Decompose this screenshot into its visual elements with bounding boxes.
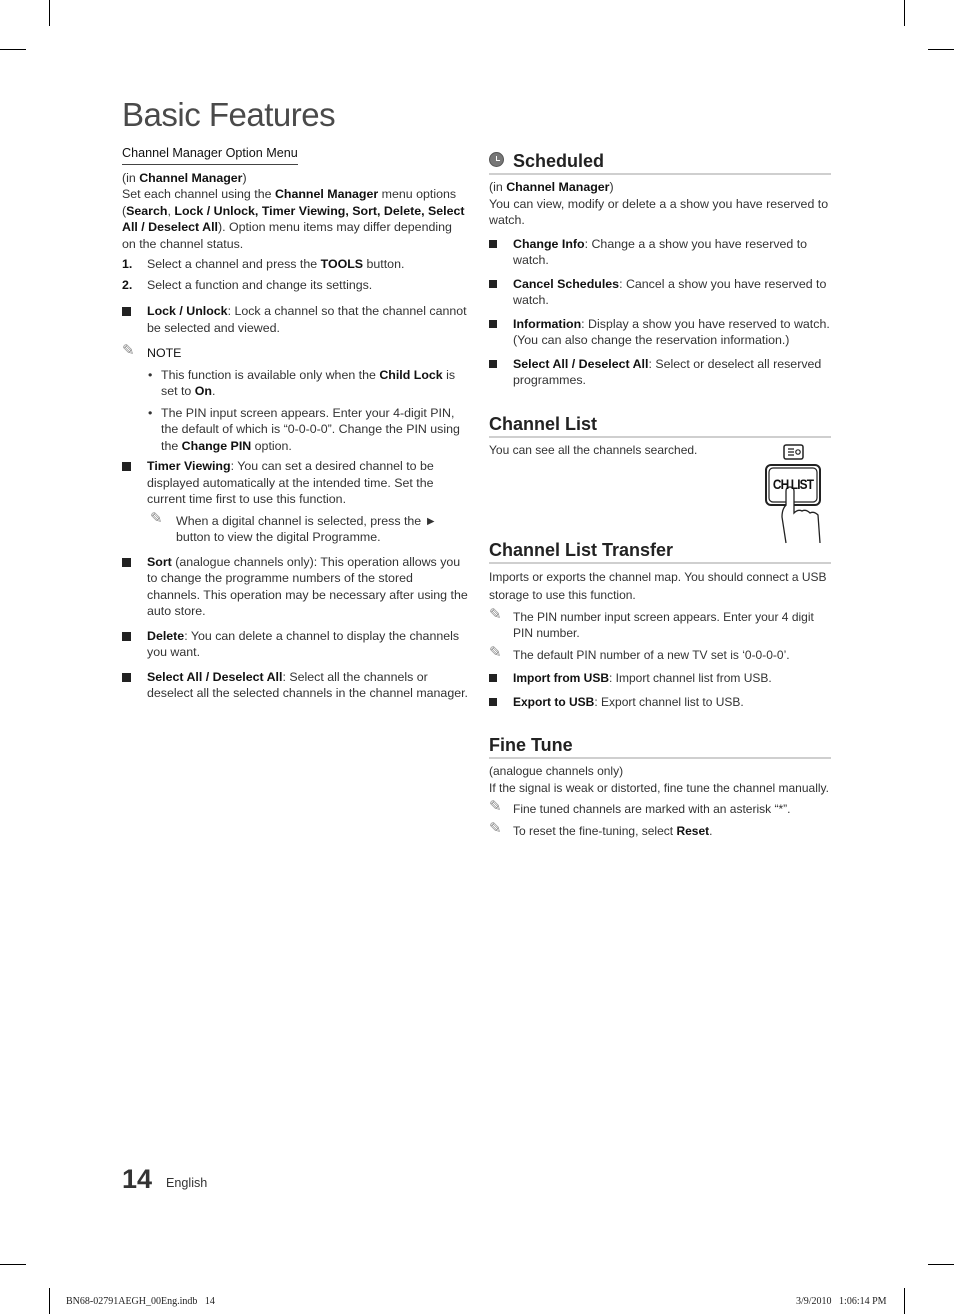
left-column xyxy=(122,145,468,702)
square-bullet-icon xyxy=(122,462,131,471)
bullet-timer-viewing: Timer Viewing: You can set a desired channel to be displayed automatically at the intended time. Set the current time first to use this function. ✎ When a digital channel is selected, press the ► button to view the digital Programme. xyxy=(122,458,468,546)
square-bullet-icon xyxy=(122,307,131,316)
intro-line: (in Channel Manager) xyxy=(489,180,614,194)
square-bullet-icon xyxy=(489,698,497,706)
clock-icon xyxy=(489,152,504,167)
page-title: Basic Features xyxy=(122,96,336,133)
right-column xyxy=(489,150,831,839)
ch-list-button-label: CH LIST xyxy=(772,475,814,492)
square-bullet-icon xyxy=(122,558,131,567)
square-bullet-icon xyxy=(489,674,497,682)
bullet-lock-unlock: Lock / Unlock: Lock a channel so that the channel cannot be selected and viewed. xyxy=(122,303,468,336)
bullet-delete: Delete: You can delete a channel to display the channels you want. xyxy=(122,628,468,661)
square-bullet-icon xyxy=(122,632,131,641)
dot-bullet-icon: • xyxy=(148,367,153,382)
section-title-fine-tune: Fine Tune xyxy=(489,734,831,759)
pencil-icon: ✎ xyxy=(489,605,502,623)
square-bullet-icon xyxy=(122,673,131,682)
ch-list-remote-illustration xyxy=(764,443,828,547)
note-item: ✎ Fine tuned channels are marked with an asterisk “*”. xyxy=(489,798,791,816)
note-item: ✎ To reset the fine-tuning, select Reset. xyxy=(489,819,713,838)
pencil-icon: ✎ xyxy=(150,509,163,527)
square-bullet-icon xyxy=(489,240,497,248)
description: If the signal is weak or distorted, fine tune the channel manually. xyxy=(489,780,829,795)
description: Set each channel using the Channel Manager menu options (Search, Lock / Unlock, Timer Viewing, Sort, Delete, Select All / Deselect All). Option menu items may differ depending on the channel status. xyxy=(122,187,465,251)
bullet-change-info: Change Info: Change a a show you have reserved to watch. xyxy=(489,236,831,269)
timer-note: ✎ When a digital channel is selected, press the ► button to view the digital Programme. xyxy=(150,509,437,544)
note-item: • The PIN input screen appears. Enter your 4-digit PIN, the default of which is “0-0-0-0”. Change the PIN using the Change PIN option. xyxy=(148,405,460,453)
description: You can view, modify or delete a a show you have reserved to watch. xyxy=(489,196,829,227)
step-item: 2. Select a function and change its settings. xyxy=(122,277,373,292)
description: You can see all the channels searched. xyxy=(489,442,698,457)
section-fine-tune xyxy=(489,734,831,839)
crop-mark xyxy=(49,1288,50,1314)
print-slug-file: BN68-02791AEGH_00Eng.indb 14 xyxy=(66,1296,215,1307)
section-scheduled xyxy=(489,150,831,389)
footer-language: English xyxy=(166,1176,208,1190)
pencil-icon: ✎ xyxy=(122,342,135,359)
crop-mark xyxy=(904,0,905,26)
note-item: ✎ The PIN number input screen appears. Enter your 4 digit PIN number. xyxy=(489,605,814,640)
print-slug-date: 3/9/2010 1:06:14 PM xyxy=(796,1296,887,1307)
square-bullet-icon xyxy=(489,280,497,288)
square-bullet-icon xyxy=(489,320,497,328)
section-title-channel-list: Channel List xyxy=(489,413,831,438)
pencil-icon: ✎ xyxy=(489,643,502,661)
crop-mark xyxy=(0,49,26,50)
intro-line: (in Channel Manager) xyxy=(122,170,247,185)
crop-mark xyxy=(904,1288,905,1314)
bullet-import-from-usb: Import from USB: Import channel list from USB. xyxy=(489,670,831,687)
square-bullet-icon xyxy=(489,360,497,368)
bullet-cancel-schedules: Cancel Schedules: Cancel a show you have reserved to watch. xyxy=(489,276,831,309)
crop-mark xyxy=(0,1264,26,1265)
section-heading-channel-manager-option-menu: Channel Manager Option Menu xyxy=(122,145,298,165)
pencil-icon: ✎ xyxy=(489,798,502,815)
page-number: 14 xyxy=(122,1164,153,1194)
fine-tune-scope: (analogue channels only) xyxy=(489,764,624,778)
ch-list-button-icon xyxy=(764,443,828,547)
note-item: ✎ The default PIN number of a new TV set is ‘0-0-0-0’. xyxy=(489,643,790,662)
bullet-export-to-usb: Export to USB: Export channel list to USB. xyxy=(489,694,831,711)
bullet-select-all: Select All / Deselect All: Select or deselect all reserved programmes. xyxy=(489,356,831,389)
dot-bullet-icon: • xyxy=(148,405,153,420)
crop-mark xyxy=(928,49,954,50)
note-item: • This function is available only when the Child Lock is set to On. xyxy=(148,367,456,398)
note-heading: ✎ NOTE xyxy=(122,342,182,360)
section-title-channel-list-transfer: Channel List Transfer xyxy=(489,539,831,564)
bullet-select-all: Select All / Deselect All: Select all the channels or deselect all the selected channels in the channel manager. xyxy=(122,669,468,702)
bullet-sort: Sort (analogue channels only): This operation allows you to change the programme numbers of the stored channels. This operation may be necessary after using the auto store. xyxy=(122,554,468,620)
description: Imports or exports the channel map. You should connect a USB storage to use this function. xyxy=(489,569,827,602)
pencil-icon: ✎ xyxy=(489,819,502,837)
crop-mark xyxy=(49,0,50,26)
bullet-information: Information: Display a show you have reserved to watch. (You can also change the reservation information.) xyxy=(489,316,831,349)
step-item: 1. Select a channel and press the TOOLS button. xyxy=(122,257,405,271)
section-title-scheduled: Scheduled xyxy=(489,150,831,175)
section-channel-list-transfer xyxy=(489,539,831,711)
section-channel-list xyxy=(489,413,831,548)
crop-mark xyxy=(928,1264,954,1265)
